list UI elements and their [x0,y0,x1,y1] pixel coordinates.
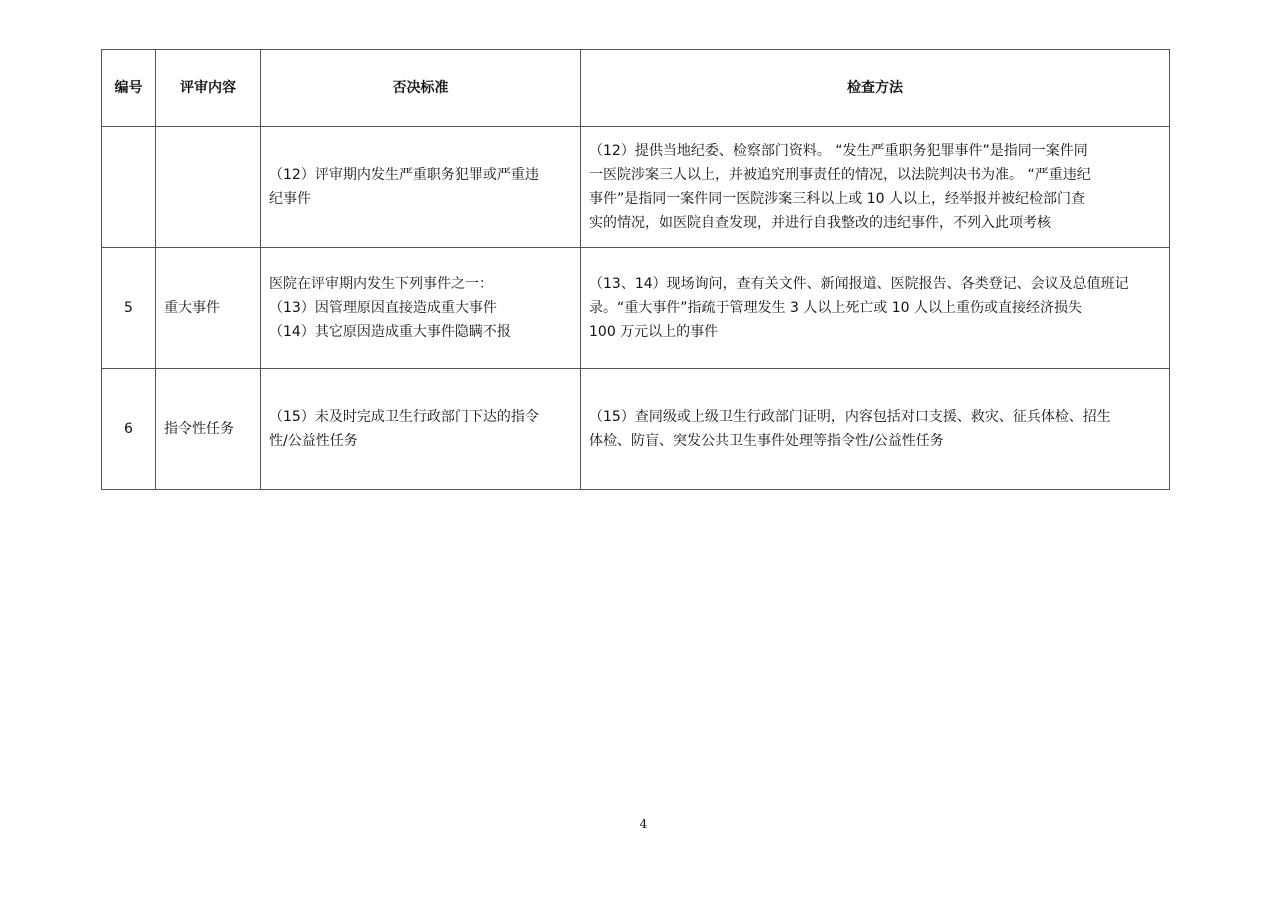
review-table [101,49,1170,490]
row-method [581,369,1170,490]
header-inspection-method: 检查方法 [581,50,1170,127]
method-line: （15）查同级或上级卫生行政部门证明，内容包括对口支援、救灾、征兵体检、招生 [589,409,1111,425]
method-line: 事件”是指同一案件同一医院涉案三科以上或 10 人以上，经举报并被纪检部门查 [589,191,1085,207]
row-method [581,248,1170,369]
header-veto-criteria: 否决标准 [261,50,581,127]
row-content [156,127,261,248]
method-line: 录。“重大事件”指疏于管理发生 3 人以上死亡或 10 人以上重伤或直接经济损失 [589,300,1083,316]
criteria-line: （12）评审期内发生严重职务犯罪或严重违 [269,167,539,183]
row-content: 重大事件 [156,248,261,369]
header-review-content: 评审内容 [156,50,261,127]
method-line: 一医院涉案三人以上，并被追究刑事责任的情况，以法院判决书为准。 “严重违纪 [589,167,1091,183]
criteria-line: （15）未及时完成卫生行政部门下达的指令 [269,409,539,425]
criteria-line: 性/公益性任务 [269,433,358,449]
method-line: 实的情况，如医院自查发现，并进行自我整改的违纪事件，不列入此项考核 [589,215,1051,231]
method-line: （13、14）现场询问，查有关文件、新闻报道、医院报告、各类登记、会议及总值班记 [589,276,1129,292]
row-number: 6 [102,369,156,490]
criteria-line: 纪事件 [269,191,311,207]
row-criteria [261,127,581,248]
method-line: 100 万元以上的事件 [589,324,719,340]
row-criteria [261,248,581,369]
row-content: 指令性任务 [156,369,261,490]
table-row [102,369,1170,490]
criteria-line: （13）因管理原因直接造成重大事件 [269,300,497,316]
row-number: 5 [102,248,156,369]
page-number: 4 [639,817,648,831]
header-number: 编号 [102,50,156,127]
criteria-line: （14）其它原因造成重大事件隐瞒不报 [269,324,511,340]
row-method [581,127,1170,248]
table-row [102,127,1170,248]
row-criteria [261,369,581,490]
method-line: 体检、防盲、突发公共卫生事件处理等指令性/公益性任务 [589,433,944,449]
criteria-line: 医院在评审期内发生下列事件之一： [269,276,493,292]
table-header-row [102,50,1170,127]
row-number [102,127,156,248]
method-line: （12）提供当地纪委、检察部门资料。 “发生严重职务犯罪事件”是指同一案件同 [589,143,1088,159]
table-row [102,248,1170,369]
